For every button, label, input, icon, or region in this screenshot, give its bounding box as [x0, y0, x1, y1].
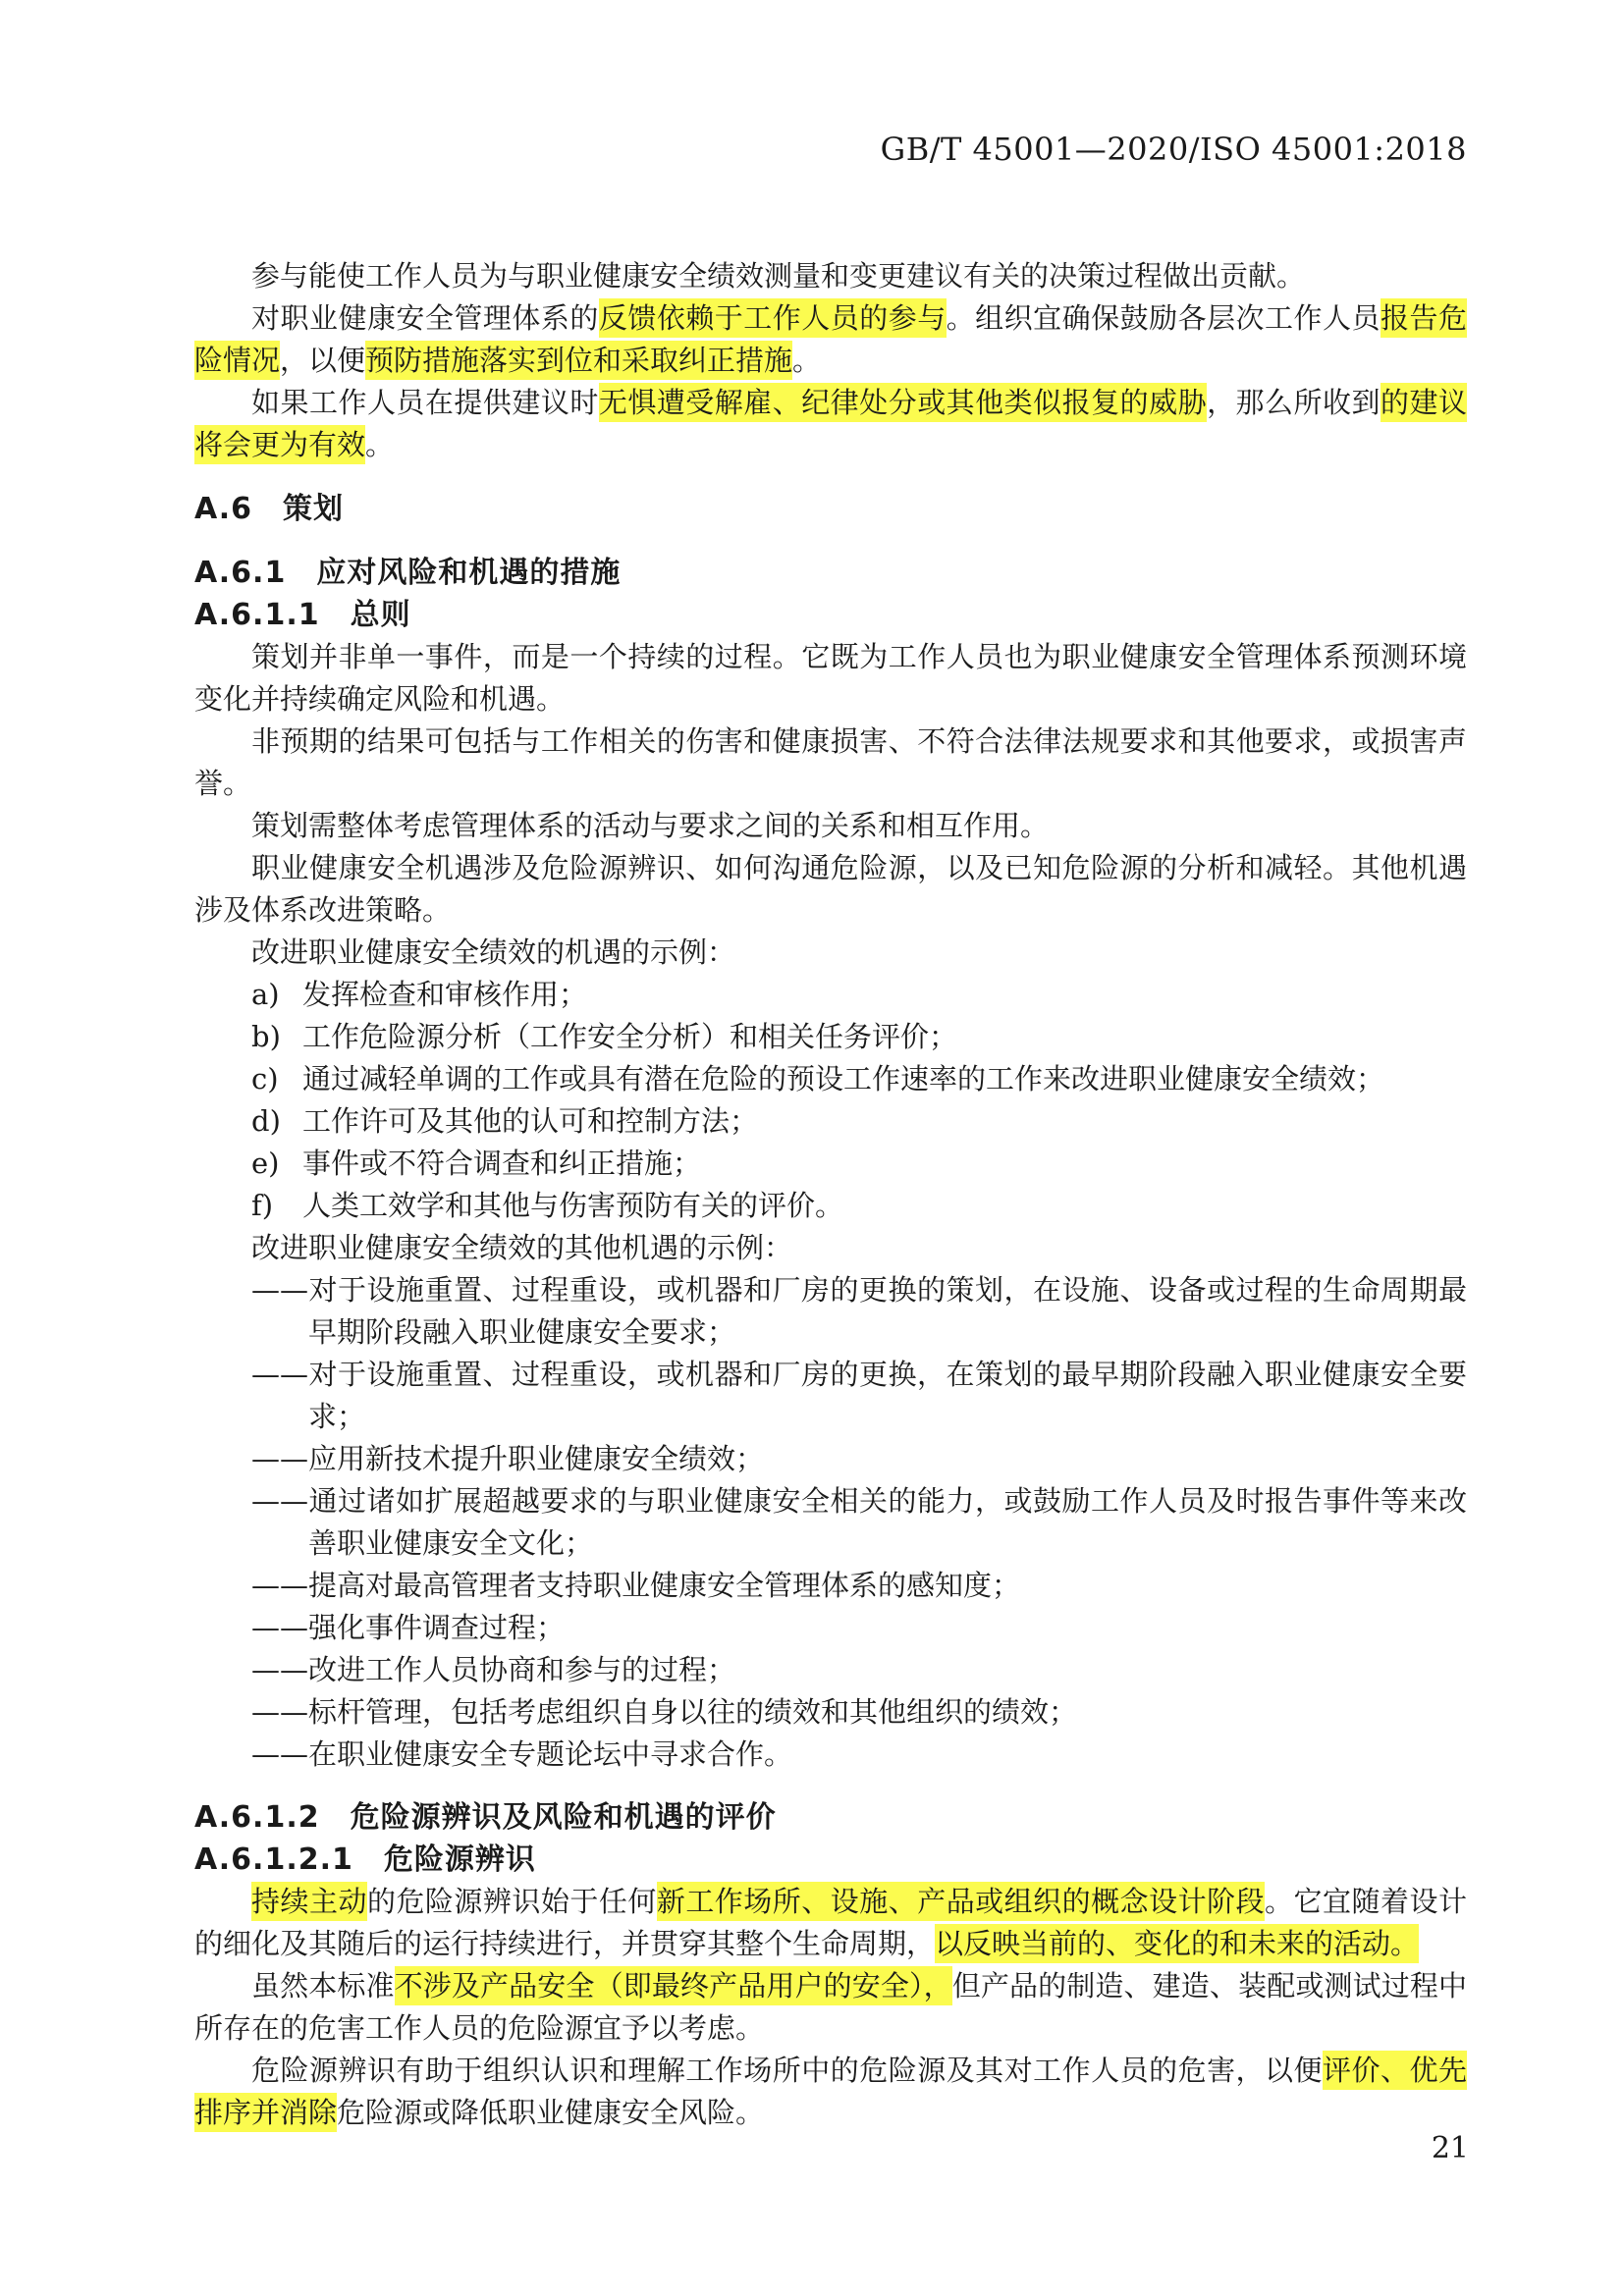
- text-segment: 改进职业健康安全绩效的其他机遇的示例：: [251, 1231, 793, 1264]
- paragraph: [194, 1965, 1467, 2050]
- text-segment: 强化事件调查过程；: [308, 1611, 566, 1644]
- paragraph: [194, 636, 1467, 721]
- paragraph: [194, 805, 1467, 847]
- list-item-marker: b): [251, 1020, 281, 1053]
- paragraph: [194, 932, 1467, 974]
- paragraph: [194, 1227, 1467, 1269]
- highlighted-text: 持续主动: [251, 1882, 367, 1921]
- standard-reference-header: GB/T 45001—2020/ISO 45001:2018: [880, 131, 1467, 168]
- section-heading: A.6.1.2 危险源辨识及风险和机遇的评价: [194, 1800, 777, 1835]
- page-number: 21: [1431, 2131, 1469, 2165]
- text-segment: 标杆管理，包括考虑组织自身以往的绩效和其他组织的绩效；: [308, 1695, 1078, 1729]
- highlighted-text: 不涉及产品安全（即最终产品用户的安全），: [395, 1966, 952, 2005]
- paragraph: [194, 297, 1467, 382]
- list-item-marker: ——: [251, 1484, 308, 1518]
- list-item-marker: ——: [251, 1273, 308, 1307]
- list-item-marker: ——: [251, 1569, 308, 1602]
- list-item-marker: a): [251, 978, 280, 1011]
- text-segment: 虽然本标准: [251, 1969, 395, 2002]
- text-segment: 在职业健康安全专题论坛中寻求合作。: [308, 1737, 793, 1771]
- list-item-marker: ——: [251, 1695, 308, 1729]
- paragraph: [194, 1881, 1467, 1965]
- list-item-marker: ——: [251, 1611, 308, 1644]
- text-segment: 危险源或降低职业健康安全风险。: [337, 2096, 765, 2129]
- text-segment: 危险源辨识有助于组织认识和理解工作场所中的危险源及其对工作人员的危害，以便: [251, 2054, 1324, 2087]
- text-segment: 但产品的制造、建造、装配或测试过程中所存在的危害工作人员的危险源宜予以考虑。: [194, 1969, 1467, 2045]
- list-item: [194, 1354, 1467, 1438]
- text-segment: 改进职业健康安全绩效的机遇的示例：: [251, 935, 736, 969]
- highlighted-text: 以反映当前的、变化的和未来的活动。: [935, 1924, 1419, 1963]
- text-segment: 。它宜随着设计的细化及其随后的运行持续进行，并贯穿其整个生命周期，: [194, 1885, 1467, 1960]
- paragraph: [194, 382, 1467, 466]
- text-segment: 改进工作人员协商和参与的过程；: [308, 1653, 736, 1686]
- list-item-marker: e): [251, 1147, 280, 1180]
- list-item: [194, 1607, 1467, 1649]
- list-item-marker: ——: [251, 1737, 308, 1771]
- text-segment: 通过减轻单调的工作或具有潜在危险的预设工作速率的工作来改进职业健康安全绩效；: [302, 1062, 1385, 1095]
- highlighted-text: 评价、优先排序并消除: [194, 2051, 1467, 2132]
- list-item-marker: ——: [251, 1653, 308, 1686]
- text-segment: 应用新技术提升职业健康安全绩效；: [308, 1442, 765, 1475]
- list-item: [194, 1438, 1467, 1480]
- document-blocks: [194, 255, 1467, 2134]
- text-segment: 对职业健康安全管理体系的: [251, 301, 599, 335]
- list-item: [194, 1269, 1467, 1354]
- highlighted-text: 报告危险情况: [194, 298, 1467, 380]
- paragraph: [194, 847, 1467, 932]
- section-heading: A.6.1 应对风险和机遇的措施: [194, 556, 622, 590]
- text-segment: 职业健康安全机遇涉及危险源辨识、如何沟通危险源，以及已知危险源的分析和减轻。其他机遇涉及体系改进策略。: [194, 851, 1467, 927]
- text-segment: 。: [792, 344, 822, 377]
- text-segment: 对于设施重置、过程重设，或机器和厂房的更换，在策划的最早期阶段融入职业健康安全要求；: [308, 1358, 1467, 1433]
- list-item: [194, 1143, 1467, 1185]
- text-segment: 事件或不符合调查和纠正措施；: [302, 1147, 702, 1180]
- list-item: [194, 1565, 1467, 1607]
- highlighted-text: 新工作场所、设施、产品或组织的概念设计阶段: [657, 1882, 1265, 1921]
- section-heading: A.6.1.2.1 危险源辨识: [194, 1842, 536, 1877]
- section-heading: A.6 策划: [194, 492, 345, 526]
- list-item-marker: f): [251, 1189, 274, 1222]
- highlighted-text: 的建议将会更为有效: [194, 383, 1467, 464]
- text-segment: 提高对最高管理者支持职业健康安全管理体系的感知度；: [308, 1569, 1021, 1602]
- text-segment: 非预期的结果可包括与工作相关的伤害和健康损害、不符合法律法规要求和其他要求，或损害声誉。: [194, 724, 1467, 800]
- text-segment: ，那么所收到: [1207, 386, 1380, 419]
- highlighted-text: 无惧遭受解雇、纪律处分或其他类似报复的威胁: [599, 383, 1207, 422]
- section-heading: A.6.1.1 总则: [194, 598, 411, 632]
- list-item: [194, 1480, 1467, 1565]
- text-segment: 人类工效学和其他与伤害预防有关的评价。: [302, 1189, 844, 1222]
- list-item: [194, 1649, 1467, 1691]
- text-segment: 如果工作人员在提供建议时: [251, 386, 599, 419]
- text-segment: 参与能使工作人员为与职业健康安全绩效测量和变更建议有关的决策过程做出贡献。: [251, 259, 1306, 293]
- list-item-marker: ——: [251, 1442, 308, 1475]
- list-item: [194, 1100, 1467, 1143]
- list-item: [194, 1734, 1467, 1776]
- page-content: [194, 130, 1467, 2134]
- text-segment: 的危险源辨识始于任何: [366, 1885, 657, 1918]
- text-segment: 策划需整体考虑管理体系的活动与要求之间的关系和相互作用。: [251, 809, 1050, 842]
- list-item-marker: ——: [251, 1358, 308, 1391]
- list-item-marker: c): [251, 1062, 279, 1095]
- text-segment: 工作许可及其他的认可和控制方法；: [302, 1104, 759, 1138]
- list-item: [194, 1058, 1467, 1100]
- list-item-marker: d): [251, 1104, 281, 1138]
- text-segment: 通过诸如扩展超越要求的与职业健康安全相关的能力，或鼓励工作人员及时报告事件等来改善职业健康安全文化；: [308, 1484, 1467, 1560]
- text-segment: 工作危险源分析（工作安全分析）和相关任务评价；: [302, 1020, 958, 1053]
- list-item: [194, 974, 1467, 1016]
- paragraph: [194, 255, 1467, 297]
- text-segment: 对于设施重置、过程重设，或机器和厂房的更换的策划，在设施、设备或过程的生命周期最早期阶段融入职业健康安全要求；: [308, 1273, 1467, 1349]
- list-item: [194, 1016, 1467, 1058]
- text-segment: 发挥检查和审核作用；: [302, 978, 588, 1011]
- text-segment: 。: [365, 428, 395, 461]
- list-item: [194, 1691, 1467, 1734]
- text-segment: 。组织宜确保鼓励各层次工作人员: [946, 301, 1380, 335]
- highlighted-text: 反馈依赖于工作人员的参与: [599, 298, 947, 338]
- paragraph: [194, 721, 1467, 805]
- text-segment: ，以便: [280, 344, 366, 377]
- highlighted-text: 预防措施落实到位和采取纠正措施: [365, 341, 792, 380]
- text-segment: 策划并非单一事件，而是一个持续的过程。它既为工作人员也为职业健康安全管理体系预测环境变化并持续确定风险和机遇。: [194, 640, 1467, 716]
- list-item: [194, 1185, 1467, 1227]
- paragraph: [194, 2050, 1467, 2134]
